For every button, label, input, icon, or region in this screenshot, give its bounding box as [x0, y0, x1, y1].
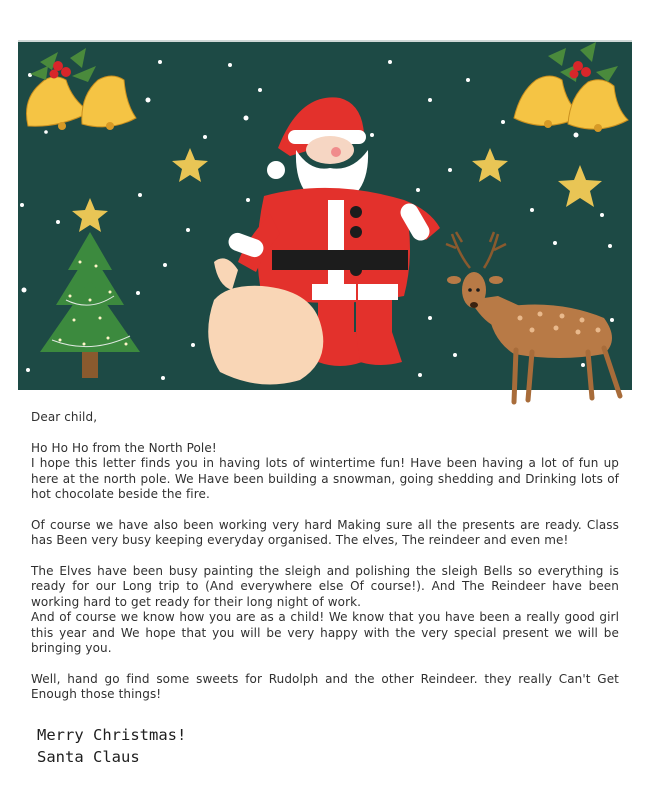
letter-paragraph-5: Well, hand go find some sweets for Rudolph and the other Reindeer. they really Can't Get Enough those things!: [31, 671, 619, 701]
letter-body: [31, 410, 619, 703]
letter-paragraph-3: The Elves have been busy painting the sleigh and polishing the sleigh Bells so everything is ready for our Long trip to (And everywhere else Of course!). And The Reindeer have been working hard to get ready for their long night of work.: [31, 563, 619, 609]
letter-paragraph-1: I hope this letter finds you in having lots of wintertime fun! Have been having a lot of fun up here at the north pole. We Have been building a snowman, going shedding and Drinking lots of hot chocolate beside the fire.: [31, 456, 619, 501]
letter-paragraph-4: And of course we know how you are as a child! We know that you have been a really good girl this year and We hope that you will be very happy with the very special present we will be bringing you.: [31, 610, 619, 655]
letter-intro: Ho Ho Ho from the North Pole!: [31, 440, 217, 455]
signature-name: Santa Claus: [37, 748, 140, 766]
signature-block: [37, 724, 186, 768]
letter-greeting: Dear child,: [31, 410, 98, 424]
letter-paragraph-2: Of course we have also been working very hard Making sure all the presents are ready. Class has Been very busy keeping everyday organised. The elves, The reindeer and even me!: [31, 517, 619, 547]
signature-closing: Merry Christmas!: [37, 726, 187, 744]
